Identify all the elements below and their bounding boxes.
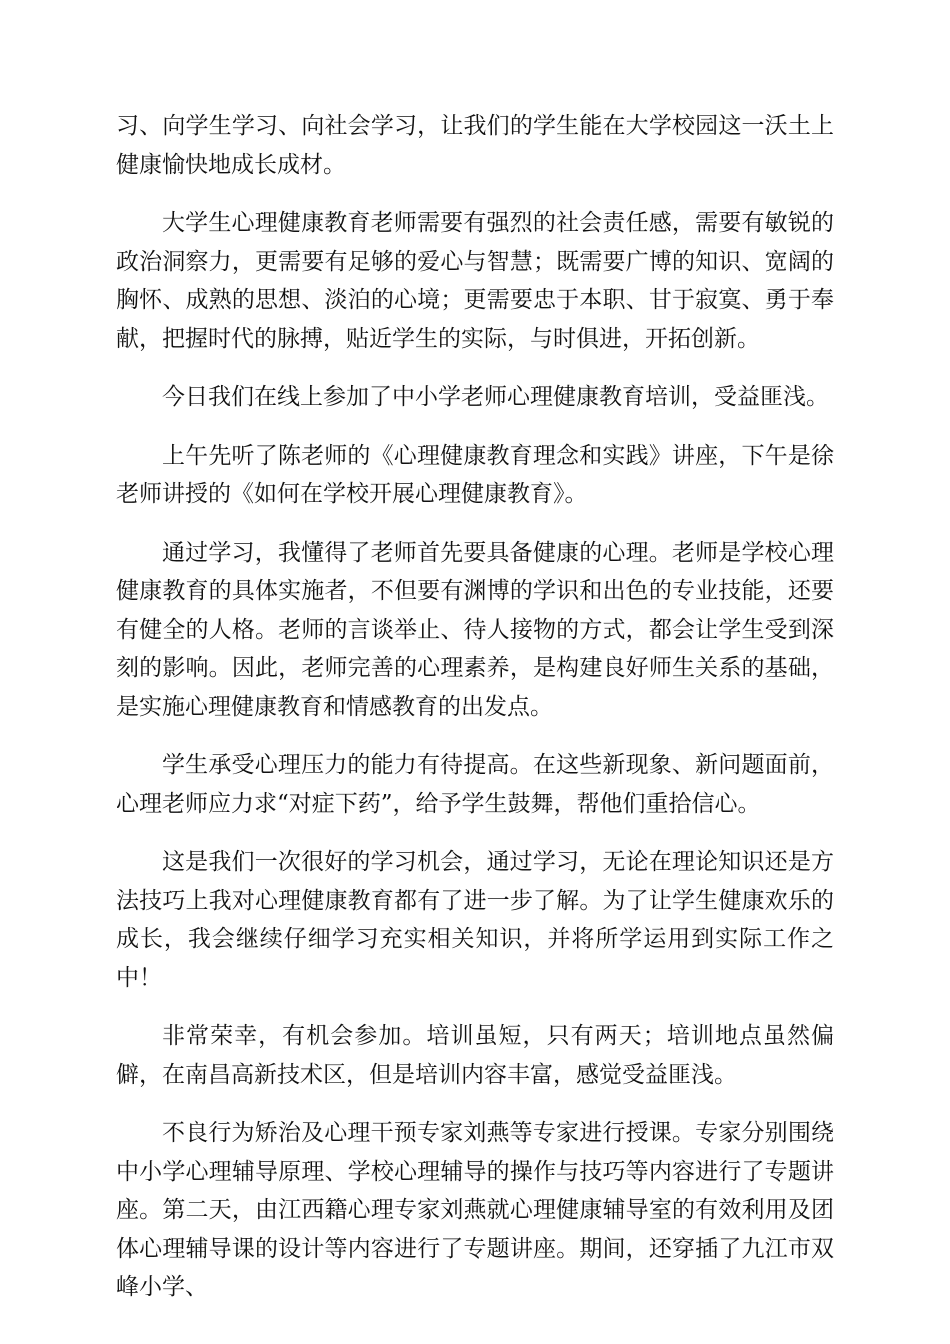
paragraph: 非常荣幸，有机会参加。培训虽短，只有两天；培训地点虽然偏僻，在南昌高新技术区，但是培训内容丰富，感觉受益匪浅。 xyxy=(116,1023,834,1088)
document-body xyxy=(116,107,834,1307)
paragraph: 这是我们一次很好的学习机会，通过学习，无论在理论知识还是方法技巧上我对心理健康教育都有了进一步了解。为了让学生健康欢乐的成长，我会继续仔细学习充实相关知识，并将所学运用到实际工作之中！ xyxy=(116,849,834,991)
paragraph: 不良行为矫治及心理干预专家刘燕等专家进行授课。专家分别围绕中小学心理辅导原理、学校心理辅导的操作与技巧等内容进行了专题讲座。第二天，由江西籍心理专家刘燕就心理健康辅导室的有效利用及团体心理辅导课的设计等内容进行了专题讲座。期间，还穿插了九江市双峰小学、 xyxy=(116,1120,834,1300)
paragraph: 上午先听了陈老师的《心理健康教育理念和实践》讲座，下午是徐老师讲授的《如何在学校开展心理健康教育》。 xyxy=(116,442,834,507)
paragraph: 习、向学生学习、向社会学习，让我们的学生能在大学校园这一沃土上健康愉快地成长成材。 xyxy=(116,113,834,178)
paragraph: 今日我们在线上参加了中小学老师心理健康教育培训，受益匪浅。 xyxy=(162,384,829,410)
paragraph: 大学生心理健康教育老师需要有强烈的社会责任感，需要有敏锐的政治洞察力，更需要有足够的爱心与智慧；既需要广博的知识、宽阔的胸怀、成熟的思想、淡泊的心境；更需要忠于本职、甘于寂寞、勇于奉献，把握时代的脉搏，贴近学生的实际，与时俱进，开拓创新。 xyxy=(116,210,834,352)
paragraph: 学生承受心理压力的能力有待提高。在这些新现象、新问题面前，心理老师应力求“对症下药”，给予学生鼓舞，帮他们重拾信心。 xyxy=(116,752,834,817)
paragraph: 通过学习，我懂得了老师首先要具备健康的心理。老师是学校心理健康教育的具体实施者，不但要有渊博的学识和出色的专业技能，还要有健全的人格。老师的言谈举止、待人接物的方式，都会让学生受到深刻的影响。因此，老师完善的心理素养，是构建良好师生关系的基础，是实施心理健康教育和情感教育的出发点。 xyxy=(116,539,834,720)
